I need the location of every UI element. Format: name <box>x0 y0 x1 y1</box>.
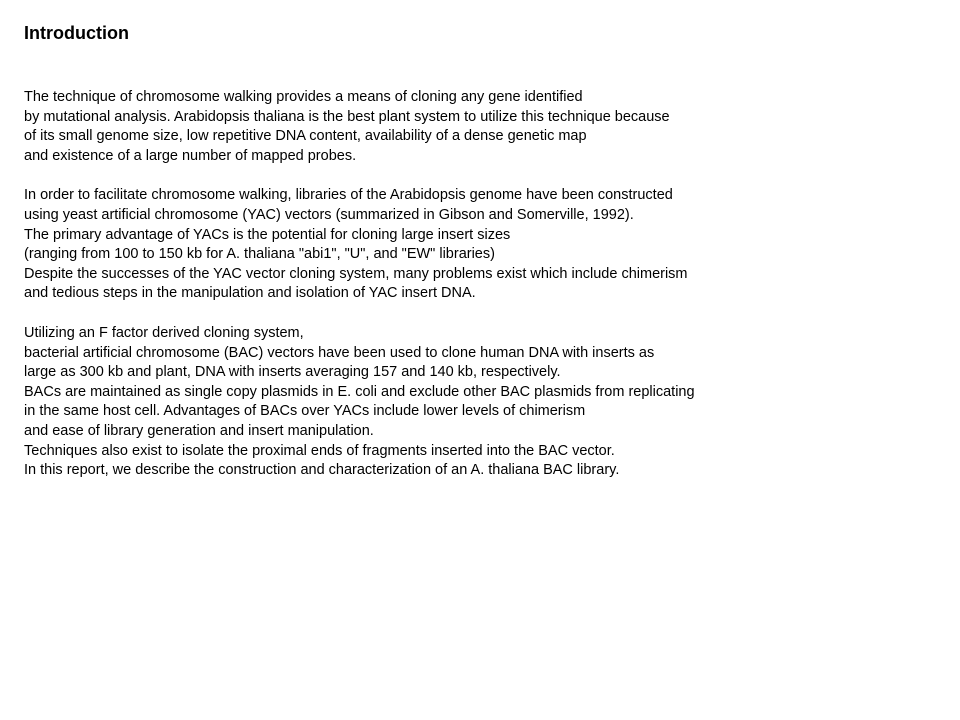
page-title: Introduction <box>24 23 129 43</box>
paragraph-yac-libraries <box>24 186 944 304</box>
text-line: (ranging from 100 to 150 kb for A. thaliana "abi1", "U", and "EW" libraries) <box>24 246 495 263</box>
paragraph-bac-vectors <box>24 324 944 481</box>
text-line: In this report, we describe the construction and characterization of an A. thaliana BAC library. <box>24 462 620 479</box>
text-line: BACs are maintained as single copy plasmids in E. coli and exclude other BAC plasmids from replicating <box>24 383 695 400</box>
text-line: Despite the successes of the YAC vector cloning system, many problems exist which include chimerism <box>24 265 688 282</box>
text-line: Techniques also exist to isolate the proximal ends of fragments inserted into the BAC vector. <box>24 442 615 459</box>
body-text <box>24 88 944 501</box>
text-line: large as 300 kb and plant, DNA with inserts averaging 157 and 140 kb, respectively. <box>24 364 561 381</box>
text-line: in the same host cell. Advantages of BACs over YACs include lower levels of chimerism <box>24 403 586 420</box>
text-line: Utilizing an F factor derived cloning system, <box>24 324 304 341</box>
text-line: of its small genome size, low repetitive DNA content, availability of a dense genetic map <box>24 128 587 145</box>
paragraph-chromosome-walking <box>24 88 944 166</box>
text-line: using yeast artificial chromosome (YAC) vectors (summarized in Gibson and Somerville, 1992). <box>24 206 634 223</box>
text-line: In order to facilitate chromosome walking, libraries of the Arabidopsis genome have been constructed <box>24 187 673 204</box>
text-line: The primary advantage of YACs is the potential for cloning large insert sizes <box>24 226 511 243</box>
text-line: The technique of chromosome walking provides a means of cloning any gene identified <box>24 89 583 105</box>
text-line: bacterial artificial chromosome (BAC) vectors have been used to clone human DNA with inserts as <box>24 344 655 361</box>
text-line: by mutational analysis. Arabidopsis thaliana is the best plant system to utilize this technique because <box>24 108 670 125</box>
text-line: and existence of a large number of mapped probes. <box>24 147 357 164</box>
text-line: and ease of library generation and insert manipulation. <box>24 422 374 439</box>
text-line: and tedious steps in the manipulation and isolation of YAC insert DNA. <box>24 285 476 302</box>
